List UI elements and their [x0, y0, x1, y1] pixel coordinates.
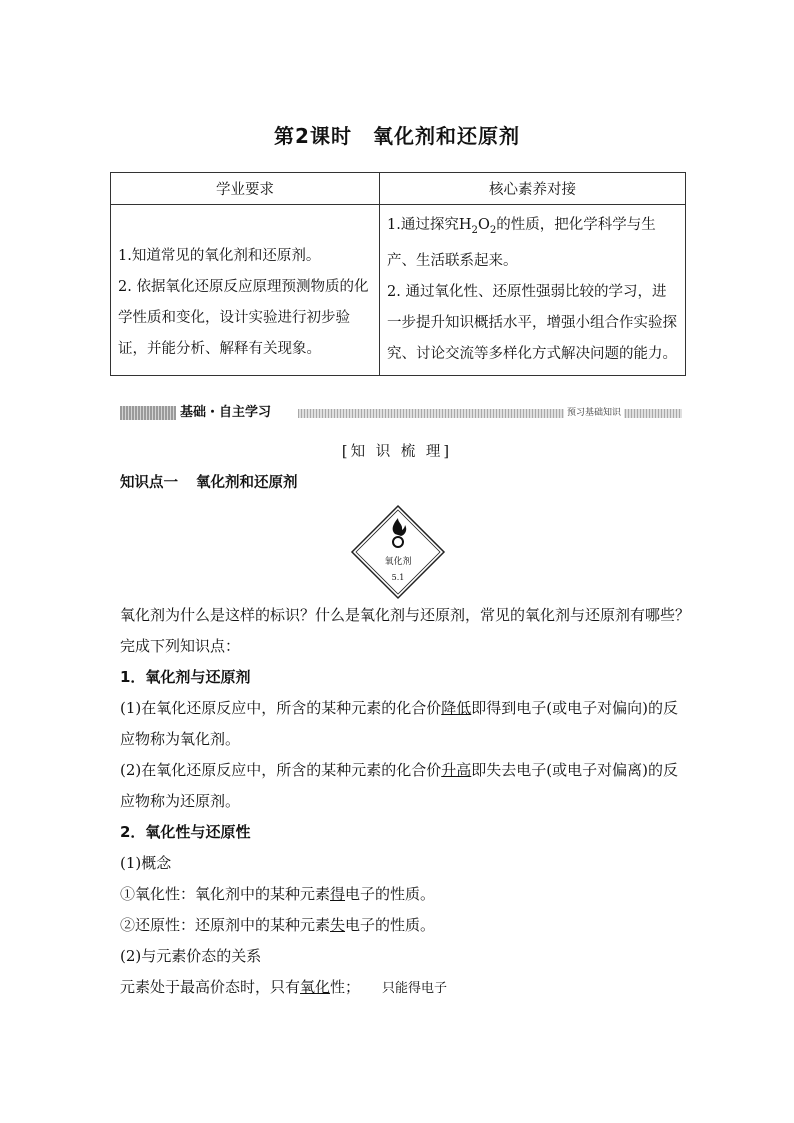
- paragraph: (2)与元素价态的关系: [120, 947, 262, 965]
- page-title: 第2课时 氧化剂和还原剂: [274, 124, 520, 148]
- paragraph: ②还原性：还原剂中的某种元素失电子的性质。: [120, 916, 436, 934]
- chemical-formula-h2o2: $H_2O_2$: [458, 217, 497, 236]
- paragraph: (1)概念: [120, 854, 172, 872]
- paragraph: (1)在氧化还原反应中，所含的某种元素的化合价降低即得到电子(或电子对偏向)的反应物称为氧化剂。: [120, 699, 678, 748]
- intro-paragraph: 氧化剂为什么是这样的标识？什么是氧化剂与还原剂，常见的氧化剂与还原剂有哪些？完成下列知识点：: [120, 606, 691, 655]
- paragraph: ①氧化性：氧化剂中的某种元素得电子的性质。: [120, 885, 436, 903]
- hazard-label: 氧化剂: [384, 557, 412, 567]
- banner-stripes-left: [120, 406, 176, 420]
- section-banner: [120, 404, 682, 422]
- subsection-heading: 2．氧化性与还原性: [120, 823, 251, 841]
- hazard-code: 5.1: [391, 573, 405, 582]
- main-content: [120, 600, 692, 1004]
- section-heading: [知 识 梳 理]: [341, 444, 453, 460]
- banner-stripes-right: [298, 409, 682, 418]
- requirement-item: 2. 依据氧化还原反应原理预测物质的化学性质和变化，设计实验进行初步验证，并能分析、解释有关现象。: [118, 279, 369, 357]
- banner-title: 基础・自主学习: [180, 405, 272, 420]
- literacy-item: 1.通过探究$H_2O_2$的性质，把化学科学与生产、生活联系起来。: [387, 217, 656, 269]
- literacy-item: 2. 通过氧化性、还原性强弱比较的学习，进一步提升知识概括水平，增强小组合作实验探究、讨论交流等多样化方式解决问题的能力。: [387, 283, 677, 362]
- banner-tag: 预习基础知识: [564, 406, 624, 420]
- table-header: 学业要求: [111, 173, 380, 205]
- paragraph: (2)在氧化还原反应中，所含的某种元素的化合价升高即失去电子(或电子对偏离)的反应物称为还原剂。: [120, 761, 678, 810]
- requirement-item: 1.知道常见的氧化剂和还原剂。: [118, 248, 321, 264]
- academic-requirements-cell: [111, 205, 380, 376]
- core-literacy-cell: [380, 205, 686, 376]
- subsection-heading: 1．氧化剂与还原剂: [120, 668, 251, 686]
- paragraph: 元素处于最高价态时，只有氧化性； 只能得电子: [120, 978, 448, 996]
- table-header: 核心素养对接: [380, 173, 686, 205]
- table-row: [111, 205, 686, 376]
- oxidizer-hazard-sign: [350, 504, 446, 600]
- knowledge-point-title: 知识点一 氧化剂和还原剂: [120, 475, 298, 491]
- handwritten-note: 只能得电子: [382, 981, 448, 996]
- hazard-diamond-icon: [350, 504, 446, 600]
- requirements-table: [110, 172, 686, 376]
- table-header-row: [111, 173, 686, 205]
